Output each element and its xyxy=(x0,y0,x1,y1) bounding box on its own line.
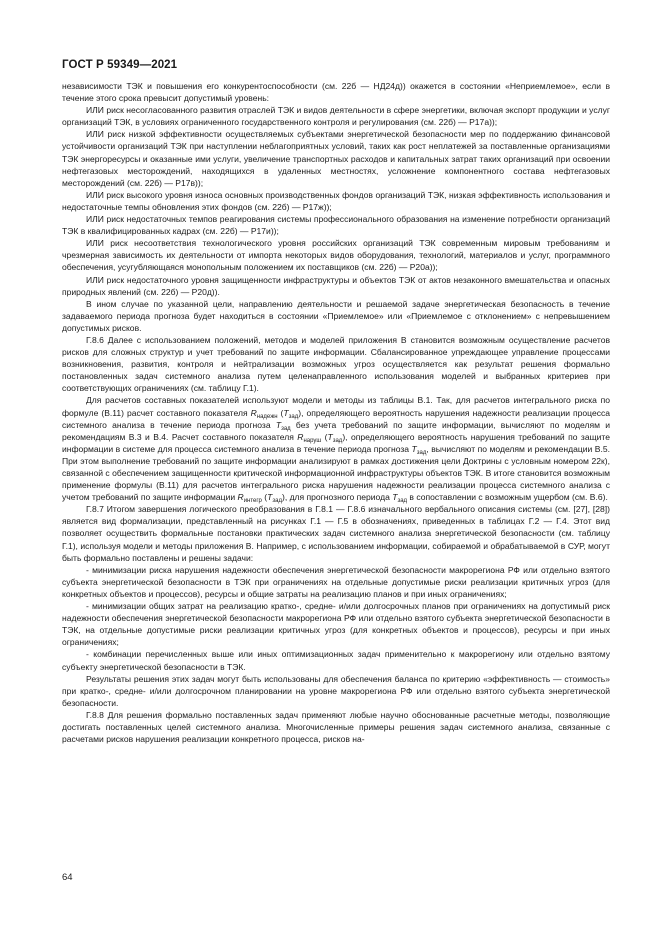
list-item: - минимизации общих затрат на реализацию кратко-, средне- и/или долгосрочных планов при ограничениях на допустимый риск надежности обеспечения энергетической безопасности макрорегиона РФ или отдельно взятого субъекта энергетической безопасности в ТЭК, на отдельные допустимые риски реализации критичных угроз (для конкретных объектов и процессов), ресурсы и при иных ограничениях; xyxy=(62,601,610,648)
paragraph: ИЛИ риск несогласованного развития отраслей ТЭК и видов деятельности в сфере энергетики, включая экспорт продукции и услуг организаций ТЭК, в условиях ограниченного государственного контроля и регулирования (см. 22б) — Р17а)); xyxy=(62,105,610,128)
subscript: надежн xyxy=(256,413,278,420)
paragraph: Результаты решения этих задач могут быть использованы для обеспечения баланса по критерию «эффективность — стоимость» при кратко-, средне- и/или долгосрочном планировании на уровне макрорегиона РФ или отдельно взятого субъекта энергетической безопасности. xyxy=(62,673,610,708)
text-run: без учета требований по защите информации, вычисляют по моделям и рекомендациям В.3 и В.4. Расчет составного показателя xyxy=(62,419,610,442)
text-run: ), для прогнозного периода xyxy=(281,492,393,503)
paragraph: ИЛИ риск высокого уровня износа основных производственных фондов организаций ТЭК, низкая эффективность использования и недостаточные темпы обновления этих фондов (см. 22б) — Р17ж)); xyxy=(62,189,610,212)
symbol-t: T xyxy=(275,419,282,430)
text-run: ( xyxy=(277,407,284,418)
paragraph: ИЛИ риск недостаточных темпов реагирования системы профессионального образования на изменение потребности организаций ТЭК в квалифицированных кадрах (см. 22б) — Р17и)); xyxy=(62,214,610,237)
document-header: ГОСТ Р 59349—2021 xyxy=(62,59,178,71)
paragraph: ИЛИ риск несоответствия технологического уровня российских организаций ТЭК современным мировым требованиям и чрезмерная зависимость их деятельности от импорта некоторых видов оборудования, технологий, материалов и услуг, программного обеспечения, усугубляющаяся монопольным положением их поставщиков (см. 22б) — Р20а)); xyxy=(62,238,610,273)
symbol-t: T xyxy=(327,431,333,442)
formula-paragraph xyxy=(62,394,610,503)
paragraph: независимости ТЭК и повышения его конкурентоспособности (см. 22б — НД24д)) окажется в состоянии «Неприемлемое», если в течение этого срока превысит допустимый уровень: xyxy=(62,81,610,104)
paragraph: Г.8.8 Для решения формально поставленных задач применяют любые научно обоснованные расчетные методы, позволяющие достигать поставленных целей системного анализа. Многочисленные примеры решения задач системного анализа, связанные с расчетами рисков нарушения реализации конкретного процесса, рисков на- xyxy=(62,709,610,745)
paragraph: Г.8.6 Далее с использованием положений, методов и моделей приложения В становится возможным осуществление расчетов рисков для сложных структур и учет требований по защите информации. Сбалансированное упреждающее управление процессами возникновения, развития, контроля и нейтрализации возможных угроз осуществляется как результат решения формально постановленных задач системного анализа путем целенаправленного использования моделей и выбранных критериев при соответствующих ограничениях (см. таблицу Г.1). xyxy=(62,334,610,394)
symbol-r: R xyxy=(250,407,257,418)
text-run: ( xyxy=(321,431,328,442)
document-body xyxy=(62,80,610,745)
text-run: ), определяющего вероятность нарушения надежности реализации процесса системного анализа в течение периода прогноза xyxy=(62,407,610,430)
symbol-t: T xyxy=(283,407,289,418)
text-run: Для расчетов составных показателей используют модели и методы из таблицы В.1. Так, для расчетов интегрального риска по формуле (В.11) расчет составного показателя xyxy=(62,395,610,418)
subscript: зад xyxy=(272,498,282,505)
paragraph: Г.8.7 Итогом завершения логического преобразования в Г.8.1 — Г.8.6 изначального вербального описания системы (см. [27], [28]) является вид формализации, представленный на рисунках Г.1 — Г.5 в обозначениях, приведенных в таблицах Г.2 — Г.4. Этот вид позволяет осуществить формальные постановки практических задач системного анализа энергетической безопасности (см. таблицу Г.1), используя модели и методы приложения В. Например, с использованием информации, собираемой и обрабатываемой в СУР, могут быть формально поставлены и решены задачи: xyxy=(62,504,610,563)
text-run: ), определяющего вероятность нарушения требований по защите информации в системе для процесса системного анализа в течение периода прогноза xyxy=(62,431,610,454)
paragraph: ИЛИ риск низкой эффективности осуществляемых субъектами энергетической безопасности мер по поддержанию финансовой устойчивости организаций ТЭК при наступлении неблагоприятных условий, таких как рост неплатежей за поставленные организациями ТЭК энергоресурсы и оказанные ими услуги, увеличение транспортных расходов и капитальных затрат таких организаций при освоении нефтегазовых месторождений, находящихся в удаленных местностях, усложнение компонентного состава нефтегазовых месторождений (см. 22б) — Р17в)); xyxy=(62,129,610,188)
subscript: зад xyxy=(288,413,299,420)
subscript: наруш xyxy=(303,437,322,444)
list-item: - минимизации риска нарушения надежности обеспечения энергетической безопасности макрорегиона РФ или отдельно взятого субъекта энергетической безопасности в ТЭК при ограничениях на отдельные допустимые риски реализации критичных угроз (для конкретных объектов и процессов), ресурсы и общие затраты на реализацию планов и при иных ограничениях; xyxy=(62,564,610,599)
paragraph: В ином случае по указанной цели, направлению деятельности и решаемой задаче энергетическая безопасность в течение задаваемого периода прогноза будет находиться в состоянии «Приемлемое» или «Приемлемое с отклонением» с непревышением допустимых рисков. xyxy=(62,298,610,333)
subscript: зад xyxy=(281,425,291,432)
symbol-t: T xyxy=(267,492,273,503)
symbol-t: T xyxy=(411,443,417,454)
symbol-t: T xyxy=(392,492,398,503)
subscript: интегр xyxy=(243,498,262,505)
list-item: - комбинации перечисленных выше или иных оптимизационных задач применительно к макрорегиону или отдельно взятому субъекту энергетической безопасности в ТЭК. xyxy=(62,649,610,672)
symbol-r: R xyxy=(297,431,304,442)
subscript: зад xyxy=(332,437,343,444)
paragraph: ИЛИ риск недостаточного уровня защищенности инфраструктуры и объектов ТЭК от актов незаконного вмешательства и опасных природных явлений (см. 22б) — Р20д)). xyxy=(62,274,610,297)
subscript: зад xyxy=(416,449,427,456)
subscript: зад xyxy=(397,498,408,505)
text-run: в сопоставлении с возможным ущербом (см. В.6). xyxy=(407,492,608,503)
text-run: ( xyxy=(261,492,268,503)
text-run: , вычисляют по моделям и рекомендации В.5. При этом выполнение требований по защите информации анализируют в рамках достижения цели Доктрины с условным номером 22к), связанной с обеспечением защищенности критической информационной инфраструктуры объектов ТЭК. В итоге становится возможным применение формулы (В.11) для расчетов интегрального риска нарушения надежности реализации процесса системного анализа с учетом требований по защите информации xyxy=(62,443,611,503)
symbol-r: R xyxy=(237,492,244,503)
page-number: 64 xyxy=(62,872,73,883)
